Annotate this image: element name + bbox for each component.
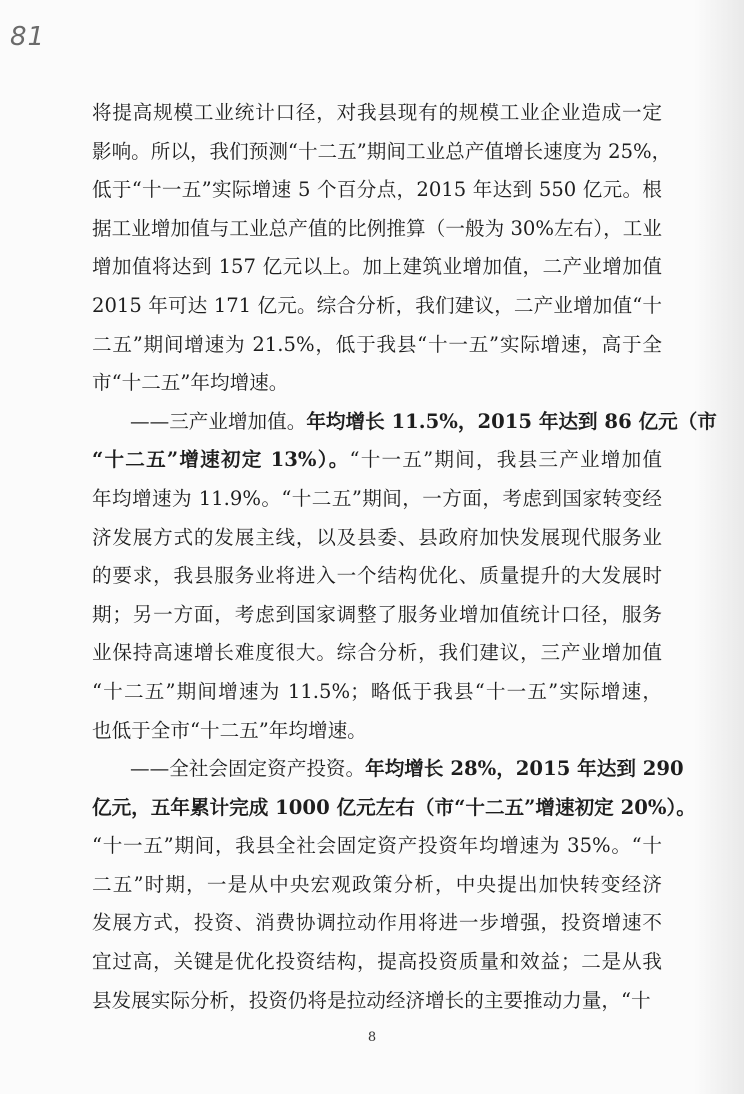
text-line: [92, 171, 662, 210]
text-line: [92, 248, 662, 287]
paragraph: [92, 750, 696, 1020]
text-line: [92, 210, 662, 249]
text-line: [92, 982, 662, 1021]
text-run: 二五”期间增速为 21.5%，低于我县“十一五”实际增速，高于全: [92, 332, 662, 356]
text-line: [92, 712, 662, 751]
bold-text-run: 亿元，五年累计完成 1000 亿元左右（市“十二五”增速初定 20%）。: [92, 795, 696, 819]
text-run: 业保持高速增长难度很大。综合分析，我们建议，三产业增加值: [92, 641, 662, 665]
text-line: [92, 596, 662, 635]
text-run: 济发展方式的发展主线，以及县委、县政府加快发展现代服务业: [92, 525, 662, 549]
text-run: “十一五”期间，我县三产业增加值: [349, 448, 662, 472]
text-run: 发展方式，投资、消费协调拉动作用将进一步增强，投资增速不: [92, 911, 662, 935]
text-line: [92, 133, 672, 172]
paragraph: [92, 94, 672, 403]
text-line: [92, 287, 662, 326]
text-line: [92, 750, 684, 789]
text-run: 2015 年可达 171 亿元。综合分析，我们建议，二产业增加值“十: [92, 293, 662, 317]
text-run: 据工业增加值与工业总产值的比例推算（一般为 30%左右），工业: [92, 216, 662, 240]
text-run: 增加值将达到 157 亿元以上。加上建筑业增加值，二产业增加值: [92, 255, 662, 279]
text-line: [92, 403, 717, 442]
text-run: “十一五”期间，我县全社会固定资产投资年均增速为 35%。“十: [92, 834, 662, 858]
text-run: 影响。所以，我们预测“十二五”期间工业总产值增长速度为 25%，: [92, 139, 672, 163]
text-run: 也低于全市“十二五”年均增速。: [92, 718, 367, 742]
text-line: [92, 441, 662, 480]
document-body: [92, 94, 717, 1020]
text-line: [92, 480, 662, 519]
text-line: [92, 326, 662, 365]
text-line: [92, 866, 662, 905]
text-run: “十二五”期间增速为 11.5%；略低于我县“十一五”实际增速，: [92, 679, 662, 703]
text-run: 年均增速为 11.9%。“十二五”期间，一方面，考虑到国家转变经: [92, 486, 662, 510]
text-run: 的要求，我县服务业将进入一个结构优化、质量提升的大发展时: [92, 564, 662, 588]
text-run: 将提高规模工业统计口径，对我县现有的规模工业企业造成一定: [92, 101, 662, 124]
handwritten-page-mark: 81: [10, 22, 46, 52]
text-line: [92, 634, 662, 673]
bold-text-run: 年均增长 28%，2015 年达到 290: [365, 757, 684, 781]
text-run: 宜过高，关键是优化投资结构，提高投资质量和效益；二是从我: [92, 950, 662, 974]
text-line: [92, 364, 662, 403]
text-run: 市“十二五”年均增速。: [92, 371, 289, 395]
text-line: [92, 519, 662, 558]
text-run: 县发展实际分析，投资仍将是拉动经济增长的主要推动力量，“十: [92, 988, 651, 1012]
text-line: [92, 557, 662, 596]
text-line: [92, 904, 662, 943]
text-line: [92, 827, 662, 866]
text-line: [92, 789, 696, 828]
text-run: ——全社会固定资产投资。: [130, 757, 366, 781]
text-run: 低于“十一五”实际增速 5 个百分点，2015 年达到 550 亿元。根: [92, 178, 662, 202]
bold-text-run: 年均增长 11.5%，2015 年达到 86 亿元（市: [306, 409, 717, 433]
scan-edge-shadow: [694, 0, 744, 1094]
text-run: ——三产业增加值。: [130, 409, 307, 433]
paragraph: [92, 403, 717, 750]
text-line: [92, 943, 662, 982]
bold-text-run: “十二五”增速初定 13%）。: [92, 448, 350, 472]
text-line: [92, 673, 662, 712]
page-number: 8: [367, 1030, 377, 1045]
text-line: [92, 94, 662, 133]
text-run: 期；另一方面，考虑到国家调整了服务业增加值统计口径，服务: [92, 602, 662, 626]
text-run: 二五”时期，一是从中央宏观政策分析，中央提出加快转变经济: [92, 872, 662, 896]
